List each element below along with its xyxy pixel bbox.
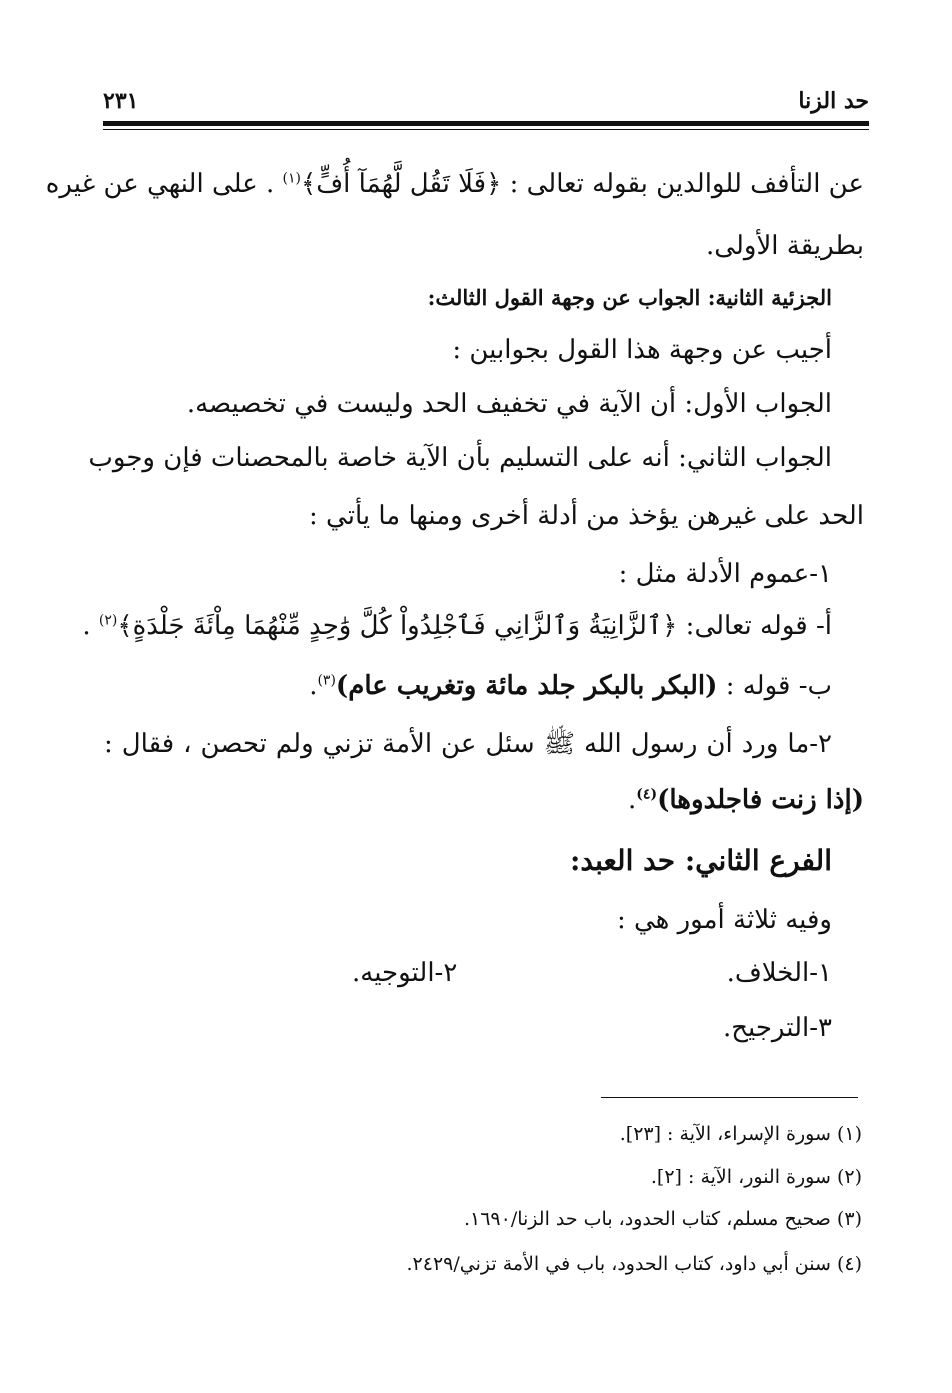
paragraph-line-7: الحد على غيرهن يؤخذ من أدلة أخرى ومنها ما يأتي : — [309, 501, 864, 531]
header-title: حد الزنا — [798, 88, 869, 114]
footnote-3: (٣) صحيح مسلم، كتاب الحدود، باب حد الزنا/١٦٩٠. — [463, 1208, 862, 1230]
footnote-ref: (٣) — [317, 672, 336, 689]
line-text: عن التأفف للوالدين بقوله تعالى : ﴿فَلَا تَقُل لَّهُمَآ أُفٍّ﴾ — [301, 169, 864, 199]
footnote-ref: (٤) — [636, 786, 658, 803]
footnote-separator — [601, 1097, 858, 1098]
footnote-ref: (١) — [282, 170, 301, 187]
hadith-text: (إذا زنت فاجلدوها) — [657, 785, 864, 815]
paragraph-line-5: الجواب الأول: أن الآية في تخفيف الحد وليست في تخصيصه. — [186, 389, 832, 419]
header-rule-thick — [103, 121, 869, 126]
section-heading: الفرع الثاني: حد العبد: — [570, 844, 832, 877]
line-text: أ- قوله تعالى: ﴿ٱلزَّانِيَةُ وَٱلزَّانِي فَٱجْلِدُواْ كُلَّ وَٰحِدٍ مِّنْهُمَا مِاْئَةَ جَلْدَةٍ﴾ — [117, 611, 832, 641]
list-item-1b — [309, 668, 832, 704]
footnote-ref: (٢) — [98, 612, 118, 629]
list-item-1: ١-عموم الأدلة مثل : — [618, 559, 832, 589]
list-item-tarjih: ٣-الترجيح. — [722, 1013, 832, 1043]
hadith-text: (البكر بالبكر جلد مائة وتغريب عام) — [335, 671, 718, 701]
line-tail: . على النهي عن غيره — [45, 169, 275, 199]
line-tail: . — [628, 785, 637, 815]
line-tail: . — [309, 671, 318, 701]
page-header — [103, 88, 869, 118]
footnote-2: (٢) سورة النور، الآية : [٢]. — [650, 1166, 862, 1188]
page-number: ٢٣١ — [103, 88, 139, 114]
footnote-4: (٤) سنن أبي داود، كتاب الحدود، باب في الأمة تزني/٢٤٢٩. — [406, 1253, 862, 1275]
paragraph-line-1 — [45, 166, 864, 202]
hadith-line — [628, 782, 864, 818]
subsection-heading: الجزئية الثانية: الجواب عن وجهة القول الثالث: — [427, 285, 832, 310]
paragraph-line-2: بطريقة الأولى. — [706, 231, 864, 261]
paragraph-line-4: أجيب عن وجهة هذا القول بجوابين : — [452, 335, 832, 365]
paragraph-line-14: وفيه ثلاثة أمور هي : — [616, 905, 832, 935]
list-item-tawjih: ٢-التوجيه. — [352, 958, 458, 988]
line-prefix: ب- قوله : — [717, 671, 832, 701]
footnote-1: (١) سورة الإسراء، الآية : [٢٣]. — [619, 1123, 862, 1145]
paragraph-line-6: الجواب الثاني: أنه على التسليم بأن الآية خاصة بالمحصنات فإن وجوب — [88, 443, 832, 473]
list-item-1a — [82, 608, 832, 644]
list-item-khilaf: ١-الخلاف. — [726, 958, 832, 988]
header-rule-thin — [103, 129, 869, 130]
line-tail: . — [82, 611, 91, 641]
list-item-2: ٢-ما ورد أن رسول الله ﷺ سئل عن الأمة تزني ولم تحصن ، فقال : — [104, 729, 832, 759]
